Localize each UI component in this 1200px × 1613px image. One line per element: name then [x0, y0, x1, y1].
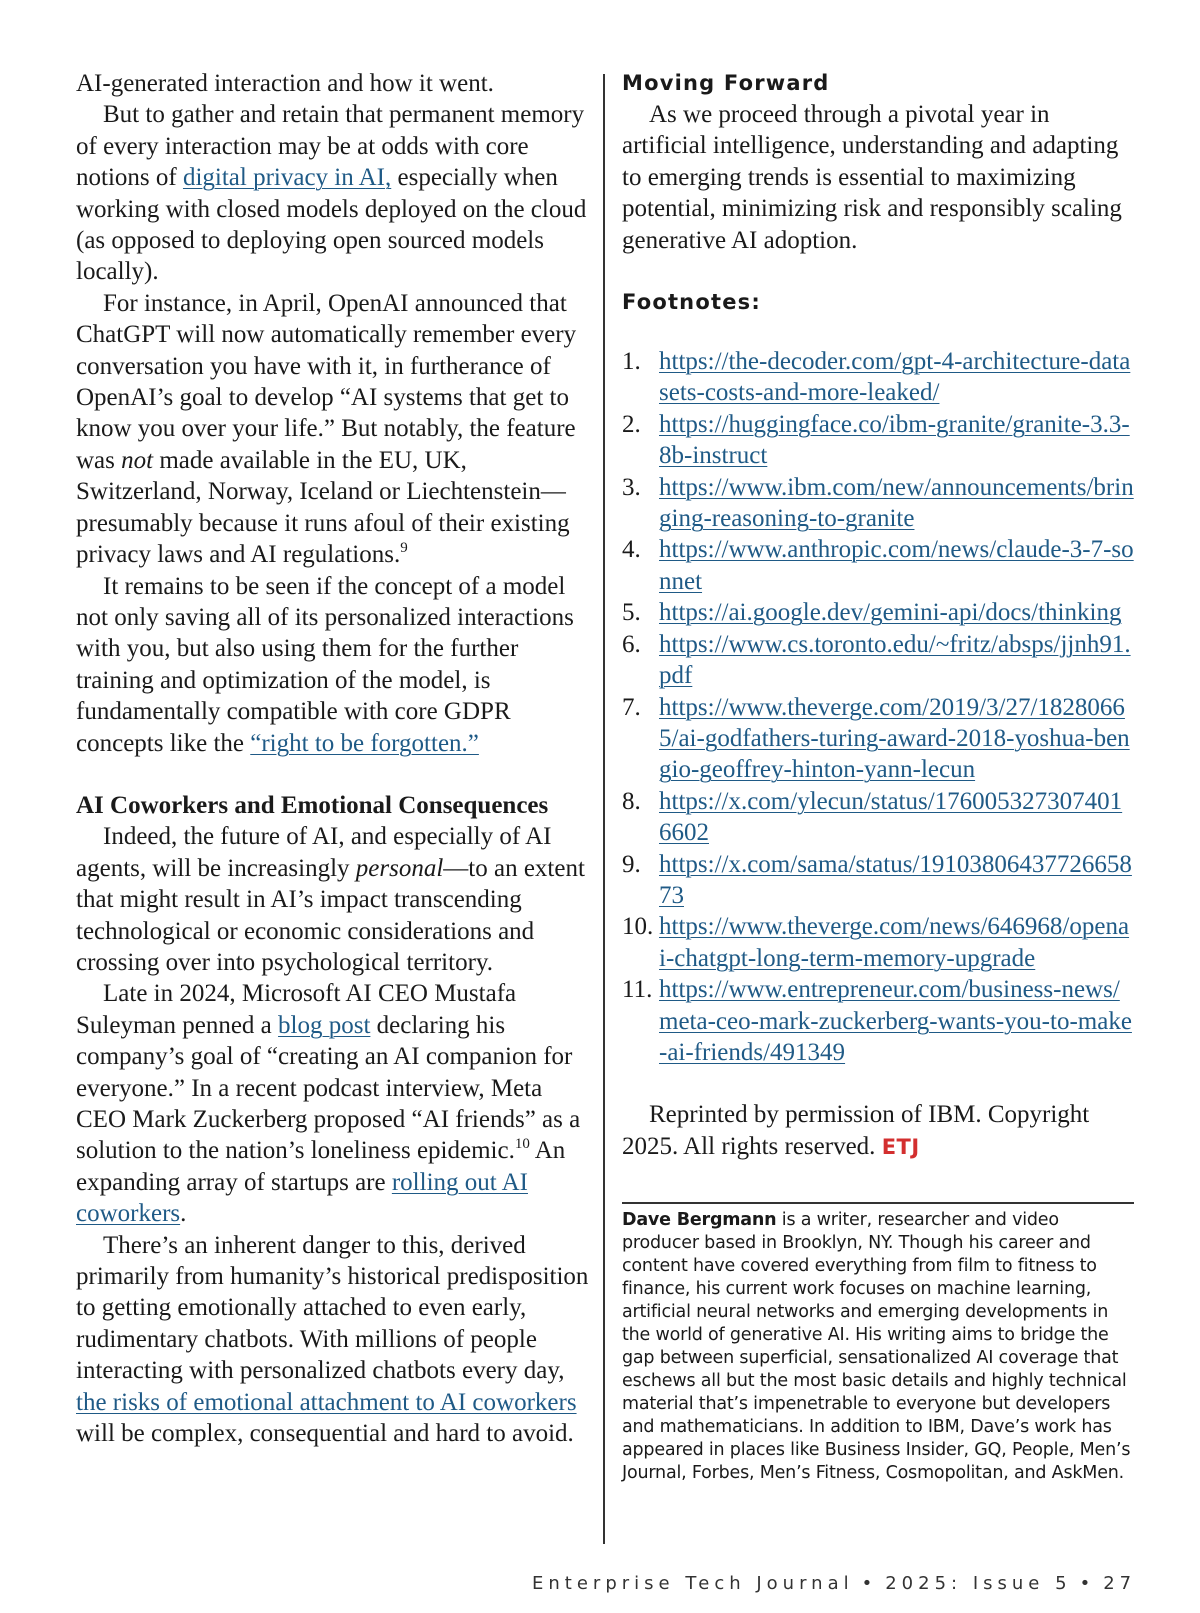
digital-privacy-link[interactable]: digital privacy in AI,: [182, 164, 392, 192]
paragraph-gdpr: It remains to be seen if the concept of a model not only saving all of its personalized interactions with you, but also using them for the further training and optimization of the model, is fundamentally compatible with core GDPR concepts like the “right to be forgotten.”: [76, 572, 574, 757]
footnotes-heading: Footnotes:: [622, 290, 761, 315]
footnote-item: [622, 597, 1134, 628]
footnote-link[interactable]: https://x.com/ylecun/status/1760053273074016602: [659, 787, 1123, 847]
moving-forward-heading: Moving Forward: [622, 71, 830, 95]
footnote-number: 9.: [622, 850, 641, 878]
footnote-link[interactable]: https://ai.google.dev/gemini-api/docs/thinking: [659, 599, 1122, 627]
page-footer: [532, 1573, 1137, 1594]
footnote-item: [622, 692, 1134, 786]
paragraph-openai-memory: For instance, in April, OpenAI announced that ChatGPT will now automatically remember every conversation you have with it, in furtherance of OpenAI’s goal to develop “AI systems that get to know you over your life.” But notably, the feature was not made available in the EU, UK, Switzerland, Norway, Iceland or Liechtenstein—presumably because it runs afoul of their existing privacy laws and AI regulations.$^9$: [76, 289, 577, 569]
paragraph-moving-forward: As we proceed through a pivotal year in artificial intelligence, understanding and adapting to emerging trends is essential to maximizing potential, minimizing risk and responsibly scaling generative AI adoption.: [622, 101, 1122, 254]
footnote-link[interactable]: https://x.com/sama/status/1910380643772665873: [659, 850, 1132, 909]
paragraph-continuation: AI-generated interaction and how it went.: [76, 70, 494, 97]
paragraph-companion: Late in 2024, Microsoft AI CEO Mustafa Suleyman penned a blog post declaring his company’s goal of “creating an AI companion for everyone.” In a recent podcast interview, Meta CEO Mark Zuckerberg proposed “AI friends” as a solution to the nation’s loneliness epidemic.$^{10}$ An expanding array of startups are rolling out AI coworkers.: [76, 980, 581, 1228]
footnote-number: 6.: [622, 630, 641, 658]
footnote-link[interactable]: https://huggingface.co/ibm-granite/granite-3.3-8b-instruct: [659, 410, 1130, 470]
etj-end-mark: ETJ: [881, 1134, 920, 1159]
column-divider: [603, 74, 605, 1544]
issue-label: 2025: Issue 5: [885, 1573, 1072, 1594]
footnote-item: [622, 409, 1134, 472]
footnote-number: 2.: [622, 410, 641, 438]
footnote-item: [622, 849, 1134, 912]
footnote-link[interactable]: https://www.anthropic.com/news/claude-3-7-sonnet: [659, 536, 1134, 595]
footnote-link[interactable]: https://the-decoder.com/gpt-4-architecture-datasets-costs-and-more-leaked/: [659, 348, 1131, 407]
author-name: Dave Bergmann: [622, 1209, 777, 1230]
author-bio: Dave Bergmann is a writer, researcher and video producer based in Brooklyn, NY. Though his career and content have covered everything from film to fitness to finance, his current work focuses on machine learning, artificial neural networks and emerging developments in the world of generative AI. His writing aims to bridge the gap between superficial, sensationalized AI coverage that eschews all but the most basic details and highly technical material that’s impenetrable to everyone but developers and mathematicians. In addition to IBM, Dave’s work has appeared in places like Business Insider, GQ, People, Men’s Journal, Forbes, Men’s Fitness, Cosmopolitan, and AskMen.: [622, 1209, 1131, 1483]
reprint-notice: Reprinted by permission of IBM. Copyright 2025. All rights reserved. ETJ: [622, 1101, 1090, 1160]
footer-separator: •: [861, 1573, 878, 1594]
publication-name: Enterprise Tech Journal: [532, 1573, 854, 1594]
footnote-ref-10: 10: [514, 1136, 530, 1153]
footnote-item: [622, 346, 1134, 409]
footnote-number: 7.: [622, 693, 641, 721]
footnote-item: [622, 534, 1134, 597]
footnote-number: 4.: [622, 536, 641, 564]
right-to-be-forgotten-link[interactable]: “right to be forgotten.”: [250, 729, 479, 757]
footnote-item: [622, 974, 1134, 1068]
footnote-number: 8.: [622, 787, 641, 815]
footnote-number: 5.: [622, 599, 641, 627]
right-column: [622, 68, 1134, 1485]
footnote-ref-9: 9: [400, 540, 408, 557]
paragraph-privacy: But to gather and retain that permanent memory of every interaction may be at odds with core notions of digital privacy in AI, especially when working with closed models deployed on the cloud (as opposed to deploying open sourced models locally).: [76, 101, 587, 286]
footnote-link[interactable]: https://www.cs.toronto.edu/~fritz/absps/jjnh91.pdf: [659, 630, 1131, 690]
footnote-number: 3.: [622, 473, 641, 501]
footnote-number: 1.: [622, 348, 641, 376]
footnote-link[interactable]: https://www.theverge.com/news/646968/openai-chatgpt-long-term-memory-upgrade: [659, 913, 1130, 972]
footer-separator: •: [1079, 1573, 1096, 1594]
blog-post-link[interactable]: blog post: [278, 1011, 371, 1039]
section-heading-ai-coworkers: AI Coworkers and Emotional Consequences: [76, 791, 549, 819]
paragraph-danger: There’s an inherent danger to this, derived primarily from humanity’s historical predisposition to getting emotionally attached to even early, rudimentary chatbots. With millions of people interacting with personalized chatbots every day, the risks of emotional attachment to AI coworkers will be complex, consequential and hard to avoid.: [76, 1231, 589, 1448]
left-column: [76, 68, 596, 1449]
bio-divider: [622, 1202, 1134, 1204]
footnote-item: [622, 472, 1134, 535]
page-number: 27: [1103, 1573, 1137, 1594]
footnote-item: [622, 911, 1134, 974]
footnote-link[interactable]: https://www.theverge.com/2019/3/27/18280665/ai-godfathers-turing-award-2018-yoshua-bengio-geoffrey-hinton-yann-lecun: [659, 693, 1130, 784]
paragraph-personal: Indeed, the future of AI, and especially of AI agents, will be increasingly personal—to an extent that might result in AI’s impact transcending technological or economic considerations and crossing over into psychological territory.: [76, 823, 585, 976]
footnote-number: 11.: [622, 976, 653, 1004]
emotional-attachment-link[interactable]: the risks of emotional attachment to AI coworkers: [76, 1388, 577, 1416]
footnote-number: 10.: [622, 913, 654, 941]
footnotes-list: [622, 346, 1134, 1068]
footnote-link[interactable]: https://www.entrepreneur.com/business-news/meta-ceo-mark-zuckerberg-wants-you-to-make-ai-friends/491349: [659, 976, 1132, 1066]
footnote-item: [622, 786, 1134, 849]
rolling-out-ai-coworkers-link[interactable]: rolling out AI coworkers: [76, 1168, 528, 1228]
footnote-item: [622, 629, 1134, 692]
footnote-link[interactable]: https://www.ibm.com/new/announcements/bringing-reasoning-to-granite: [659, 473, 1134, 533]
